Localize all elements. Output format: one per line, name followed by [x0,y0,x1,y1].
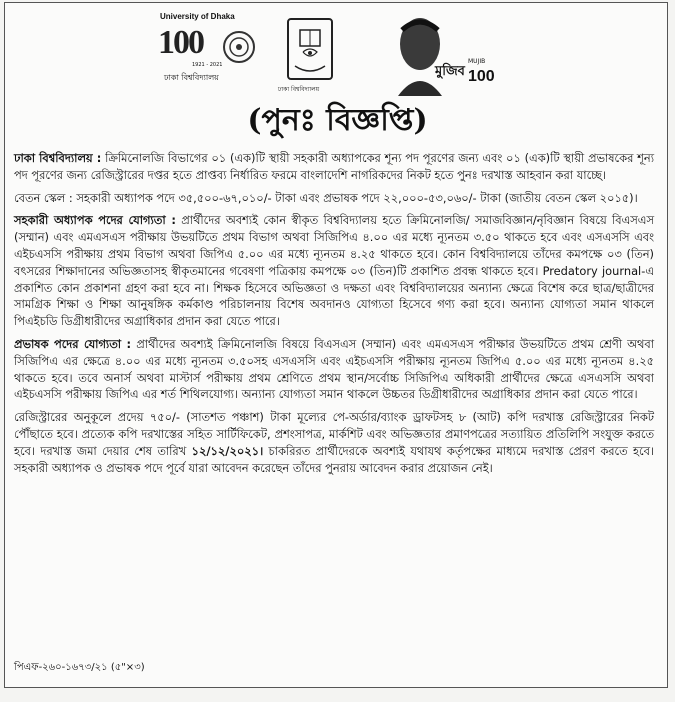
footer-reference: পিএফ-২৬০-১৬৭৩/২১ (৫"×৩) [14,662,145,673]
header-logos [150,10,510,96]
deadline-date: ১২/১২/২০২১। [191,443,264,458]
mujib-100: 100 [468,68,495,85]
centenary-logo [150,10,260,96]
notice-title: (পুনঃ বিজ্ঞপ্তি) [247,103,428,138]
intro-text: ক্রিমিনোলজি বিভাগের ০১ (এক)টি স্থায়ী সহকারী অধ্যাপকের শূন্য পদ পূরণের জন্য এবং ০১ (এক)টি স্থায়ী প্রভাষকের শূন্য পদ পূরণের জন্য রেজিস্ট্রারের দপ্তর হতে প্রাপ্তব্য নির্ধারিত ফরমে বাংলাদেশি নাগরিকদের নিকট হতে পুনঃ দরখাস্ত আহবান করা যাচ্ছে। [14,151,654,182]
assistant-professor-text: প্রার্থীদের অবশ্যই কোন স্বীকৃত বিশ্ববিদ্যালয় হতে ক্রিমিনোলজি/ সমাজবিজ্ঞান/নৃবিজ্ঞান বিষয়ে বিএসএস (সম্মান) এবং এমএসএস পরীক্ষায় উভয়টিতে প্রথম বিভাগ অথবা সিজিপিএ ৪.০০ এর মধ্যে ন্যূনতম ৩.৫০ থাকতে হবে এবং এসএসসি এবং এইচএসসি পরীক্ষায় প্রথম বিভাগ অথবা জিপিএ ৫.০০ এর মধ্যে ন্যূনতম ৪.২৫ থাকতে হবে। কোন বিশ্ববিদ্যালয়ে তাঁদের কমপক্ষে ০৩ (তিন) বৎসরের শিক্ষাদানের অভিজ্ঞতাসহ স্বীকৃতমানের গবেষণা পত্রিকায় কমপক্ষে ০৩ (তিন)টি প্রকাশিত প্রবন্ধ থাকতে হবে। Predatory journal-এ প্রকাশিত কোন প্রকাশনা গ্রহণ করা হবে না। শিক্ষক হিসেবে অভিজ্ঞতা ও দক্ষতা এবং বিশ্ববিদ্যালয়ের অন্যান্য ক্ষেত্রে বিশেষ করে ছাত্র/ছাত্রীদের সামগ্রিক শিক্ষা ও শিক্ষা আনুষঙ্গিক কর্মকাণ্ড পরিচালনায় বিশেষ অবদানও যোগ্যতা হিসেবে গণ্য করা হবে। অন্যান্য যোগ্যতা সমান থাকলে পিএইচডি ডিগ্রীধারীদের অগ্রাধিকার প্রদান করা যেতে পারে। [14,213,654,329]
university-crest-icon [285,16,335,86]
intro-label: ঢাকা বিশ্ববিদ্যালয় : [14,151,102,165]
paragraph-application [14,409,654,476]
paragraph-assistant-professor [14,212,654,330]
salary-text: বেতন স্কেল : সহকারী অধ্যাপক পদে ৩৫,৫০০-৬৭,০১০/- টাকা এবং প্রভাষক পদে ২২,০০০-৫৩,০৬০/- টাকা (জাতীয় বেতন স্কেল ২০১৫)। [14,190,638,205]
application-text-b: চাকরিরত প্রার্থীদেরকে অবশ্যই যথাযথ কর্তৃপক্ষের মাধ্যমে দরখাস্ত প্রেরণ করতে হবে। সহকারী অধ্যাপক ও প্রভাষক পদে পূর্বে যারা আবেদন করেছেন তাঁদের পুনরায় আবেদন করার প্রয়োজন নেই। [14,443,655,475]
centenary-emblem-icon [222,30,256,64]
mujib-label: মুজিব [435,64,465,79]
notice-body [14,150,654,482]
assistant-professor-label: সহকারী অধ্যাপক পদের যোগ্যতা : [14,213,176,228]
mujib-sub: MUJIB [468,58,486,65]
centenary-number: 100 [158,24,203,61]
lecturer-text: প্রার্থীদের অবশ্যই ক্রিমিনোলজি বিষয়ে বিএসএস (সম্মান) এবং এমএসএস পরীক্ষার উভয়টিতে প্রথম শ্রেণী অথবা সিজিপিএ এর ক্ষেত্রে ৪.০০ এর মধ্যে ন্যূনতম ৩.৫০সহ এসএসসি এবং এইচএসসি পরীক্ষায় ন্যূনতম জিপিএ ৫.০০ এর মধ্যে ন্যূনতম ৪.২৫ থাকতে হবে। তবে অনার্স অথবা মাস্টার্স পরীক্ষায় প্রথম শ্রেণিতে প্রথম স্থান/সর্বোচ্চ সিজিপিএ অধিকারী প্রার্থীদের ক্ষেত্রে এসএসসি অথবা এইচএসসি পরীক্ষায় জিপিএ এর শর্ত শিথিলযোগ্য। অন্যান্য যোগ্যতা সমান থাকলে উচ্চতর ডিগ্রীধারীদের অগ্রাধিকার প্রদান করা যেতে পারে। [14,336,654,402]
paragraph-salary [14,190,654,207]
application-text-a: রেজিস্ট্রারের অনুকূলে প্রদেয় ৭৫০/- (সাতশত পঞ্চাশ) টাকা মূল্যের পে-অর্ডার/ব্যাংক ড্রাফটসহ ৮ (আট) কপি দরখাস্ত রেজিস্ট্রারের নিকট পৌঁছাতে হবে। প্রত্যেক কপি দরখাস্তের সহিত সার্টিফিকেট, প্রশংসাপত্র, মার্কশিট এবং অভিজ্ঞতার প্রমাণপত্রের সত্যায়িত প্রতিলিপি সংযুক্ত করতে হবে। দরখাস্ত জমা দেয়ার শেষ তারিখ [14,410,654,458]
paragraph-intro [14,150,654,184]
paragraph-lecturer [14,336,654,403]
centenary-years: 1921 - 2021 [192,62,223,68]
university-bangla: ঢাকা বিশ্ববিদ্যালয় [164,73,219,82]
university-name: University of Dhaka [160,12,235,21]
crest-label: ঢাকা বিশ্ববিদ্যালয় [278,86,320,93]
lecturer-label: প্রভাষক পদের যোগ্যতা : [14,336,132,351]
